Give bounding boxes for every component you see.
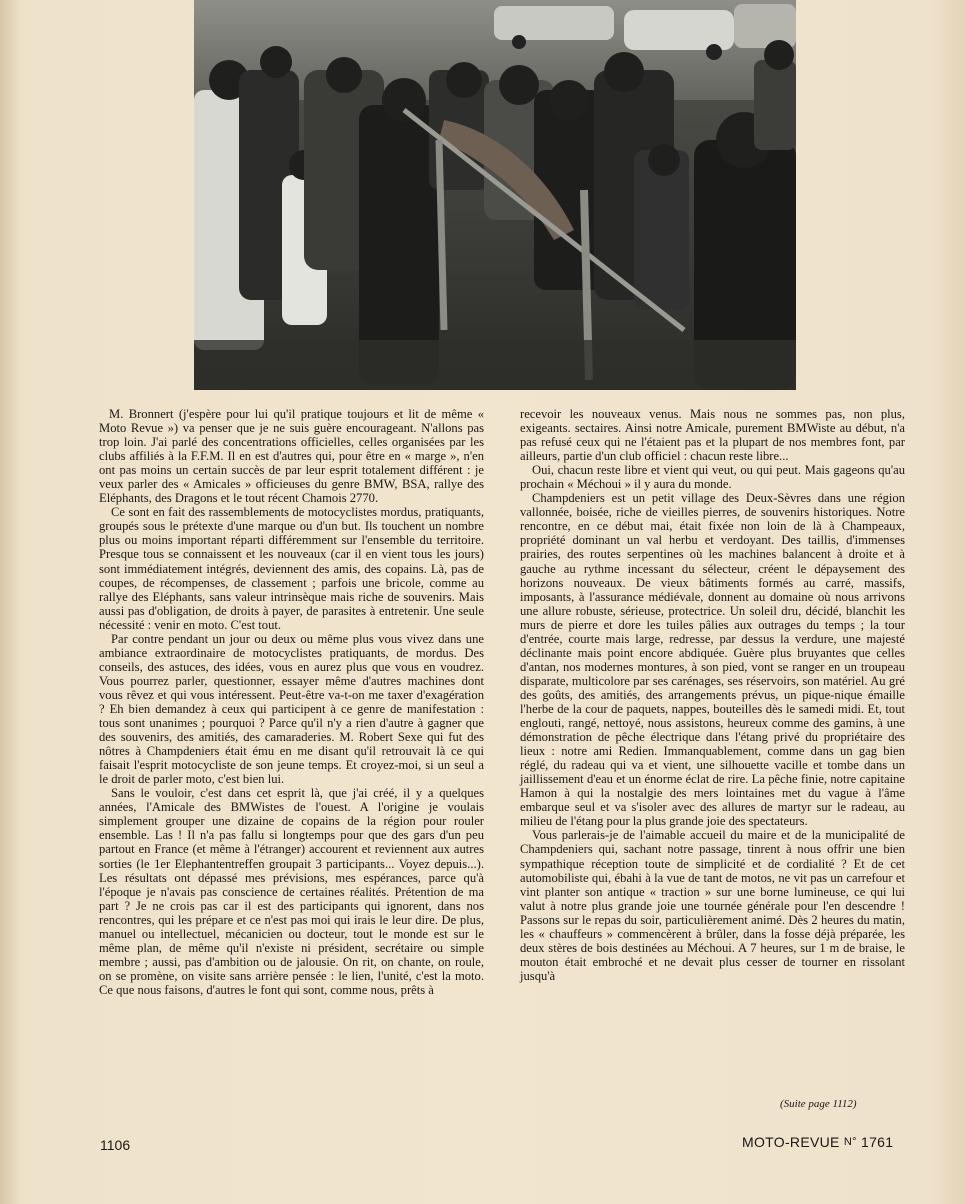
continuation-note: (Suite page 1112) <box>780 1098 857 1110</box>
paragraph: Ce sont en fait des rassemblements de motocyclistes mordus, pratiquants, groupés sous le prétexte d'une marque ou d'un but. Ils touchent un nombre plus ou moins important réparti différemment sur l'ensemble du territoire. Presque tous se connaissent et les nouveaux (car il en vient tous les jours) sont immédiatement intégrés, deviennent des amis, des copains. Là, pas de coupes, de récompenses, de classement ; parfois une bricole, comme au rallye des Eléphants, sans valeur intrinsèque mais riche de souvenirs. Mais aussi pas d'obligation, de droits à payer, de parasites à entretenir. Une seule nécessité : venir en moto. C'est tout. <box>99 505 484 632</box>
article-column-left <box>99 407 484 997</box>
paragraph: recevoir les nouveaux venus. Mais nous ne sommes pas, non plus, exigeants. sectaires. Ainsi notre Amicale, purement BMWiste au début, n'a pas refusé ceux qui ne l'étaient pas et la plupart de nos membres font, par ailleurs, partie d'un club officiel : chacun reste libre... <box>520 407 905 464</box>
crowd-photo <box>194 0 796 390</box>
paragraph: M. Bronnert (j'espère pour lui qu'il pratique toujours et lit de même « Moto Revue ») va penser que je ne suis guère encourageant. N'allons pas trop loin. J'ai parlé des concentrations officielles, celles organisées par les clubs affiliés à la F.F.M. Il en est d'autres qui, pour être en « marge », n'en ont pas moins un certain succès de par leur esprit totalement différent : je veux parler des « Amicales » officieuses du genre BMW, BSA, rallye des Eléphants, des Dragons et le tout récent Chamois 2770. <box>99 407 484 506</box>
issue-label: N° <box>843 1136 857 1148</box>
paragraph: Champdeniers est un petit village des Deux-Sèvres dans une région vallonnée, boisée, riche de vieilles pierres, de souvenirs historiques. Notre rencontre, en ce début mai, était fixée non loin de là à Champeaux, propriété dominant un val herbu et verdoyant. Des taillis, d'immenses prairies, des routes serpentines où les machines balancent à droite et à gauche au rythme incessant du sélecteur, créent le dépaysement des horizons nouveaux. De vieux bâtiments formés au carré, massifs, imposants, à l'assurance médiévale, donnent au domaine où nous arrivons une allure robuste, sérieuse, protectrice. Un soleil dru, décidé, blanchit les murs de pierre et dore les tuiles pâlies aux outrages du temps ; la tour d'entrée, courte mais large, redresse, par dessus la verdure, une majesté déclinante mais point encore abdiquée. Guère plus bruyantes que celles d'antan, nos modernes montures, à son pied, vont se ranger en un troupeau disparate, multicolore par ses carénages, ses réservoirs, son matériel. Au gré des goûts, des amitiés, des arrangements prévus, un pique-nique émaille l'herbe de la cour de paquets, nappes, bouteilles dès le samedi midi. Et, tout englouti, rangé, nettoyé, nous assistons, heureux comme des gamins, à une démonstration de pêche électrique dans l'étang privé du propriétaire des lieux : notre ami Redien. Immanquablement, comme dans un gag bien réglé, du radeau qui va et vient, une silhouette vacille et tombe dans un jaillissement d'eau et un énorme éclat de rire. La pêche finie, notre capitaine Hamon à qui la nostalgie des mers lointaines met du vague à l'âme embarque seul et va s'isoler avec des allures de martyr sur le radeau, au milieu de l'étang pour la plus grande joie des spectateurs. <box>520 491 905 829</box>
photo-illustration <box>194 0 796 390</box>
paragraph: Sans le vouloir, c'est dans cet esprit là, que j'ai créé, il y a quelques années, l'Amicale des BMWistes de l'ouest. A l'origine je voulais simplement grouper une dizaine de copains de la région pour rouler ensemble. Las ! Il n'a pas fallu si longtemps pour que des gars d'un peu partout en France (et même à l'étranger) accourent et reviennent aux autres sorties (le 1er Elephantentreffen groupait 3 participants... Voyez depuis...). Les résultats ont dépassé mes prévisions, mes espérances, parce qu'à l'époque je n'avais pas conscience de certaines réalités. Prétention de ma part ? Je ne crois pas car il est des participants qui ignorent, dans nos rencontres, qui les prépare et ce n'est pas moi qui irais le leur dire. De plus, manuel ou intellectuel, mécanicien ou docteur, tout le monde est sur le même plan, de même qu'il n'existe ni président, secrétaire ou simple membre ; aussi, pas d'ambition ou de jalousie. On rit, on chante, on roule, on se promène, on visite sans arrière pensée : le lien, l'unité, c'est la moto. Ce que nous faisons, d'autres le font qui sont, comme nous, prêts à <box>99 786 484 997</box>
magazine-name: MOTO-REVUE <box>742 1134 840 1150</box>
paragraph: Vous parlerais-je de l'aimable accueil du maire et de la municipalité de Champdeniers qui, sachant notre passage, tinrent à nous offrir une bien sympathique réception toute de simplicité et de cordialité ? Et de cet automobiliste qui, ébahi à la vue de tant de motos, ne vit pas un carrefour et vint planter son antique « traction » sur une borne lumineuse, ce qui lui valut à notre plus grande joie une tournée générale pour l'en descendre ! Passons sur le repas du soir, particulièrement animé. Dès 2 heures du matin, les « chauffeurs » commencèrent à brûler, dans la fosse déjà préparée, les deux stères de bois destinées au Méchoui. A 7 heures, sur 1 m de braise, le mouton était embroché et ne devait plus cesser de tourner en rissolant jusqu'à <box>520 828 905 983</box>
article-column-right <box>520 407 905 983</box>
paragraph: Par contre pendant un jour ou deux ou même plus vous vivez dans une ambiance extraordinaire de motocyclistes pratiquants, de mordus. Des conseils, des astuces, des idées, vous en aurez plus que vous en voudrez. Vous pourrez parler, questionner, essayer même d'autres machines dont vous rêvez et qui vous intéressent. Peut-être va-t-on me taxer d'exagération ? Eh bien demandez à ceux qui participent à ce genre de manifestation : tous sont unanimes ; pourquoi ? Parce qu'il n'y a rien d'autre à gagner que des souvenirs, des amitiés, des camaraderies. M. Robert Sexe qui fut des nôtres à Champdeniers était ému en me disant qu'il retrouvait là ce qui faisait l'esprit motocycliste de son jeune temps. Et croyez-moi, si un seul a le droit de parler moto, c'est bien lui. <box>99 631 484 787</box>
paragraph: Oui, chacun reste libre et vient qui veut, ou qui peut. Mais gageons qu'au prochain « Méchoui » il y aura du monde. <box>520 463 905 492</box>
issue-number: 1761 <box>861 1134 894 1150</box>
magazine-footer <box>742 1134 893 1150</box>
page-number: 1106 <box>100 1137 131 1153</box>
